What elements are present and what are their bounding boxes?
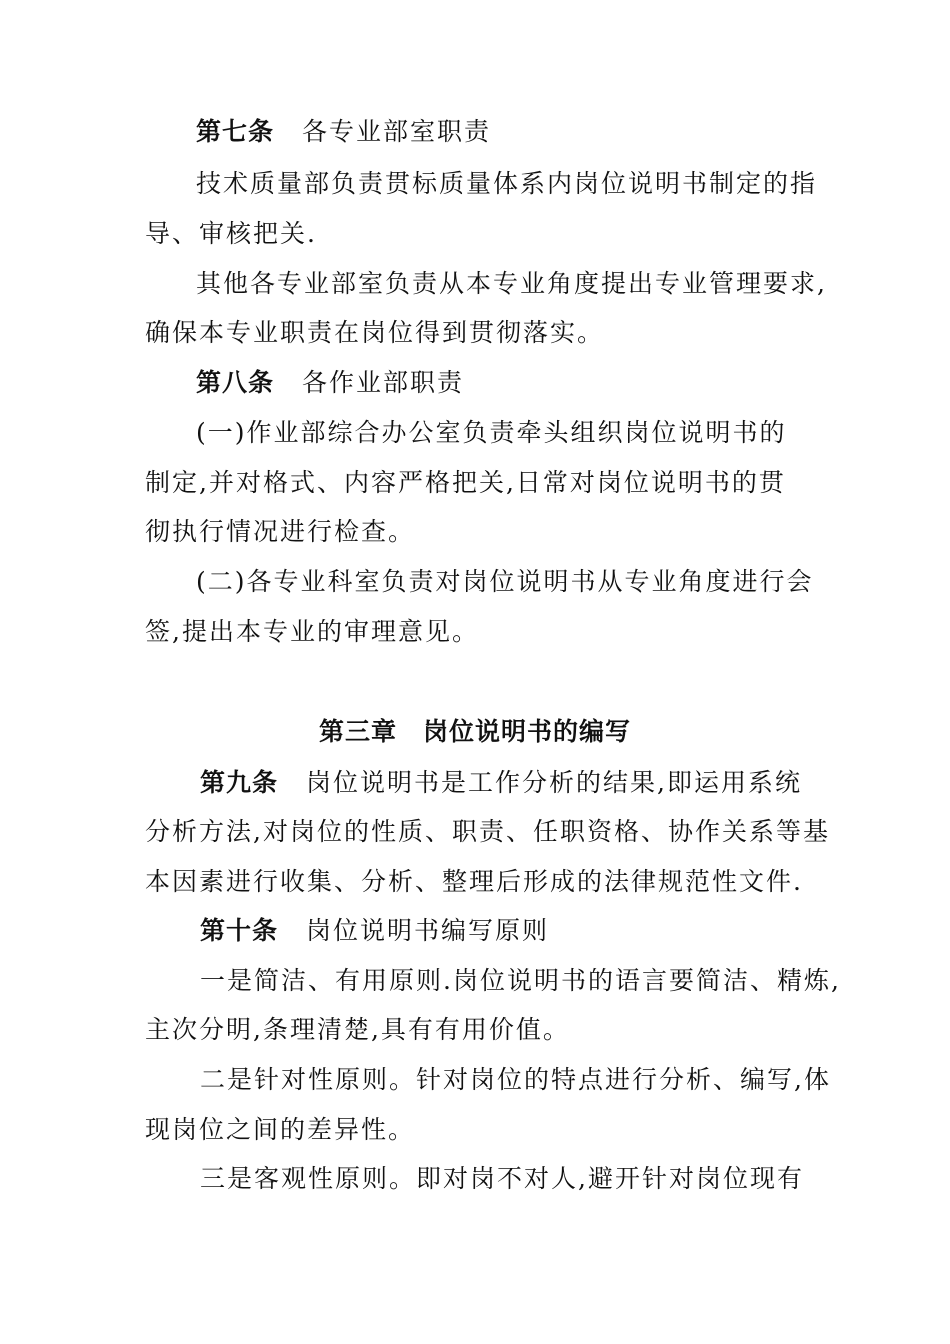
article-8-item-2-line-2: 签,提出本专业的审理意见。 [145,617,479,646]
article-8-title: 各作业部职责 [302,368,465,397]
article-8-heading [196,365,464,401]
article-10-title: 岗位说明书编写原则 [306,916,550,945]
article-8-label: 第八条 [196,368,275,397]
article-10-principle-3-line-1: 三是客观性原则。即对岗不对人,避开针对岗位现有 [200,1164,804,1193]
article-7-title: 各专业部室职责 [302,117,492,146]
article-7-heading [196,114,491,150]
article-7-paragraph-2-line-2: 确保本专业职责在岗位得到贯彻落实。 [145,318,605,347]
article-8-item-1-line-3: 彻执行情况进行检查。 [145,517,416,546]
article-10-principle-1-line-1: 一是简洁、有用原则.岗位说明书的语言要简洁、精炼, [200,966,841,995]
article-7-paragraph-1-line-2: 导、审核把关. [145,219,317,248]
article-10-label: 第十条 [200,916,279,945]
article-7-label: 第七条 [196,117,275,146]
article-9-label: 第九条 [200,768,279,797]
article-8-item-1-line-2: 制定,并对格式、内容严格把关,日常对岗位说明书的贯 [145,468,786,497]
article-7-paragraph-1-line-1: 技术质量部负责贯标质量体系内岗位说明书制定的指 [196,169,818,198]
article-8-item-1-line-1: (一)作业部综合办公室负责牵头组织岗位说明书的 [196,418,787,447]
article-9-text: 岗位说明书是工作分析的结果,即运用系统 [306,768,802,797]
article-9-line-1 [200,765,802,801]
article-10-principle-2-line-1: 二是针对性原则。针对岗位的特点进行分析、编写,体 [200,1065,831,1094]
article-9-line-2: 分析方法,对岗位的性质、职责、任职资格、协作关系等基 [145,817,830,846]
article-7-paragraph-2-line-1: 其他各专业部室负责从本专业角度提出专业管理要求, [196,269,827,298]
chapter-3-title: 第三章 岗位说明书的编写 [318,717,631,746]
article-10-principle-2-line-2: 现岗位之间的差异性。 [145,1115,416,1144]
article-10-principle-1-line-2: 主次分明,条理清楚,具有有用价值。 [145,1015,570,1044]
article-10-heading [200,913,549,949]
article-8-item-2-line-1: (二)各专业科室负责对岗位说明书从专业角度进行会 [196,567,814,596]
article-9-line-3: 本因素进行收集、分析、整理后形成的法律规范性文件. [145,867,803,896]
